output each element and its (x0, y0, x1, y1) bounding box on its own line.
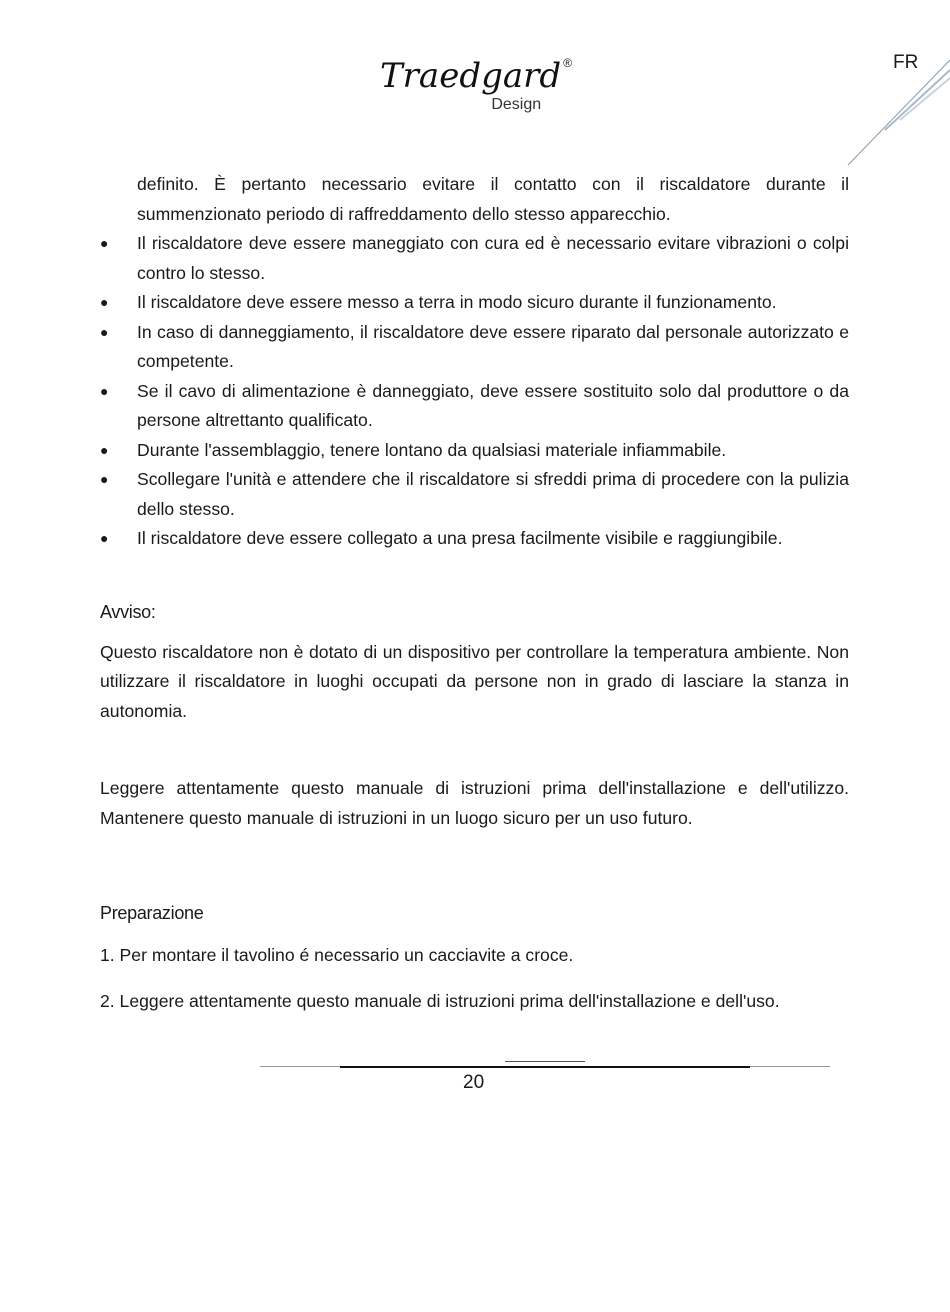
bullet-item: Il riscaldatore deve essere collegato a una presa facilmente visibile e raggiungibile. (137, 528, 783, 548)
warning-heading: Avviso: (100, 601, 156, 622)
preparation-step: 1. Per montare il tavolino é necessario un cacciavite a croce. (100, 945, 574, 965)
warning-text: Questo riscaldatore non è dotato di un dispositivo per controllare la temperatura ambiente. Non utilizzare il riscaldatore in luoghi occupati da persone non in grado di lasciare la stanza in autonomia. (100, 641, 849, 721)
bullet-item: Durante l'assemblaggio, tenere lontano da qualsiasi materiale infiammabile. (137, 439, 727, 460)
footer-divider (340, 1066, 750, 1068)
language-label: FR (893, 52, 919, 73)
bullet-item: Il riscaldatore deve essere maneggiato con cura ed è necessario evitare vibrazioni o colpi contro lo stesso. (137, 233, 849, 283)
bullet-icon: ● (100, 382, 109, 399)
bullet-item: In caso di danneggiamento, il riscaldatore deve essere riparato dal personale autorizzato e competente. (137, 321, 849, 371)
bullet-icon: ● (100, 235, 109, 251)
bullet-icon: ● (100, 530, 109, 546)
logo-subtext: Design (491, 96, 542, 113)
footer (0, 1056, 950, 1136)
bullet-row (100, 465, 849, 524)
bullet-row (100, 524, 849, 554)
bullet-icon: ● (100, 294, 109, 310)
bullet-row (100, 288, 849, 318)
corner-decoration (845, 50, 950, 170)
continuation-item (100, 170, 849, 229)
registered-mark: ® (563, 56, 572, 70)
bullet-icon: ● (100, 323, 109, 340)
continuation-text: definito. È pertanto necessario evitare il contatto con il riscaldatore durante il summenzionato periodo di raffreddamento dello stesso apparecchio. (137, 174, 849, 224)
bullet-icon: ● (100, 471, 109, 487)
preparation-heading: Preparazione (100, 903, 204, 923)
bullet-row (100, 318, 849, 377)
footer-divider (505, 1061, 585, 1062)
bullet-item: Scollegare l'unità e attendere che il riscaldatore si sfreddi prima di procedere con la pulizia dello stesso. (137, 469, 849, 519)
bullet-item: Il riscaldatore deve essere messo a terra in modo sicuro durante il funzionamento. (137, 292, 777, 312)
logo-text: Traedgard (380, 56, 562, 96)
bullet-item: Se il cavo di alimentazione è danneggiato, deve essere sostituito solo dal produttore o da persone altrettanto qualificato. (137, 380, 849, 430)
preparation-step: 2. Leggere attentamente questo manuale di istruzioni prima dell'installazione e dell'uso. (100, 990, 780, 1011)
bullet-icon: ● (100, 441, 109, 458)
bullet-row (100, 229, 849, 288)
bullet-row (100, 436, 849, 466)
page-number: 20 (463, 1072, 485, 1093)
read-manual-text: Leggere attentamente questo manuale di istruzioni prima dell'installazione e dell'utilizzo. Mantenere questo manuale di istruzioni in un luogo sicuro per un uso futuro. (100, 778, 849, 828)
bullet-row (100, 377, 849, 436)
